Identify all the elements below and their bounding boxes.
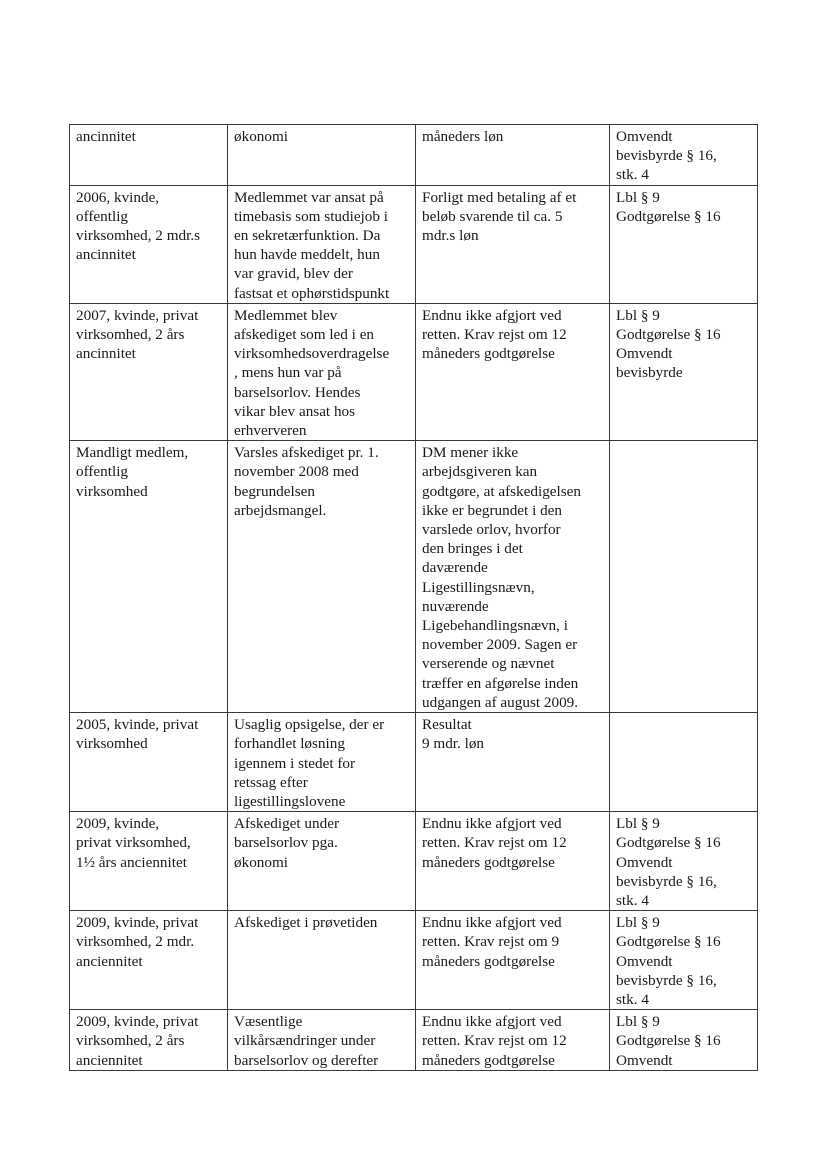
cell-text-line: Ligebehandlingsnævn, i [422, 617, 568, 635]
cell-text-line: bevisbyrde § 16, [616, 147, 717, 165]
cell-text-line: måneders godtgørelse [422, 952, 555, 970]
facts-cell [228, 125, 416, 186]
outcome-cell [416, 1010, 610, 1071]
cell-text-line: Omvendt [616, 952, 673, 970]
cell-text-line: daværende [422, 559, 488, 577]
cell-text-line: Omvendt [616, 345, 673, 363]
cell-text-line: Omvendt [616, 853, 673, 871]
cell-text-line: beløb svarende til ca. 5 [422, 207, 563, 225]
cell-text-line: ancinnitet [76, 246, 136, 264]
cell-text-line: arbejdsmangel. [234, 501, 327, 519]
cell-text-line: stk. 4 [616, 990, 649, 1008]
cell-text-line: mdr.s løn [422, 227, 479, 245]
cell-text-line: Lbl § 9 [616, 1013, 660, 1031]
table-row [70, 125, 758, 186]
case-cell [70, 911, 228, 1010]
cell-text-line: arbejdsgiveren kan [422, 463, 538, 481]
case-cell [70, 812, 228, 911]
table-row [70, 303, 758, 440]
cell-text-line: bevisbyrde § 16, [616, 971, 717, 989]
cell-text-line: ancinnitet [76, 345, 136, 363]
legal-basis-cell [610, 911, 758, 1010]
cell-text-line: Medlemmet var ansat på [234, 188, 384, 206]
facts-cell [228, 713, 416, 812]
cell-text-line: Lbl § 9 [616, 815, 660, 833]
outcome-cell [416, 911, 610, 1010]
cell-text-line: var gravid, blev der [234, 265, 353, 283]
cell-text-line: Forligt med betaling af et [422, 188, 577, 206]
outcome-cell [416, 303, 610, 440]
cell-text-line: ikke er begrundet i den [422, 501, 563, 519]
facts-cell [228, 303, 416, 440]
cell-text-line: retten. Krav rejst om 12 [422, 326, 567, 344]
cell-text-line: Resultat [422, 716, 472, 734]
cell-text-line: Omvendt [616, 128, 673, 145]
cell-text-line: 2009, kvinde, [76, 815, 160, 833]
cell-text-line: udgangen af august 2009. [422, 693, 579, 711]
cell-text-line: den bringes i det [422, 540, 523, 558]
case-cell [70, 303, 228, 440]
legal-basis-cell [610, 441, 758, 713]
legal-basis-cell [610, 303, 758, 440]
cases-table-body [70, 125, 758, 1071]
cell-text-line: Godtgørelse § 16 [616, 1032, 721, 1050]
cell-text-line: retten. Krav rejst om 12 [422, 834, 567, 852]
cases-table [69, 124, 758, 1071]
cell-text-line: stk. 4 [616, 166, 649, 184]
table-row [70, 441, 758, 713]
cell-text-line: virksomhedsoverdragelse [234, 345, 390, 363]
cell-text-line: måneders løn [422, 128, 504, 145]
legal-basis-cell [610, 125, 758, 186]
cell-text-line: Omvendt [616, 1051, 673, 1069]
cell-text-line: hun havde meddelt, hun [234, 246, 380, 264]
cell-text-line: vikar blev ansat hos [234, 402, 356, 420]
legal-basis-cell [610, 713, 758, 812]
cell-text-line: begrundelsen [234, 482, 315, 500]
cell-text-line: bevisbyrde § 16, [616, 872, 717, 890]
cell-text-line: Lbl § 9 [616, 188, 660, 206]
cell-text-line: Lbl § 9 [616, 306, 660, 324]
cell-text-line: virksomhed, 2 mdr.s [76, 227, 201, 245]
table-row [70, 185, 758, 303]
cell-text-line: DM mener ikke [422, 444, 519, 462]
cell-text-line: vilkårsændringer under [234, 1032, 376, 1050]
cell-text-line: Afskediget i prøvetiden [234, 914, 378, 932]
cell-text-line: Afskediget under [234, 815, 340, 833]
outcome-cell [416, 185, 610, 303]
cell-text-line: offentlig [76, 207, 129, 225]
cell-text-line: Godtgørelse § 16 [616, 933, 721, 951]
cell-text-line: Usaglig opsigelse, der er [234, 716, 385, 734]
cell-text-line: Endnu ikke afgjort ved [422, 914, 562, 932]
cell-text-line: november 2009. Sagen er [422, 636, 578, 654]
cell-text-line: godtgøre, at afskedigelsen [422, 482, 581, 500]
cell-text-line: 2009, kvinde, privat [76, 1013, 199, 1031]
cell-text-line: retssag efter [234, 773, 308, 791]
cell-text-line: måneders godtgørelse [422, 1051, 555, 1069]
cell-text-line: Mandligt medlem, [76, 444, 189, 462]
outcome-cell [416, 125, 610, 186]
cell-text-line: timebasis som studiejob i [234, 207, 388, 225]
cell-text-line: barselsorlov. Hendes [234, 383, 361, 401]
cell-text-line: 9 mdr. løn [422, 735, 485, 753]
cell-text-line: Varsles afskediget pr. 1. [234, 444, 379, 462]
cell-text-line: økonomi [234, 853, 289, 871]
cell-text-line: Godtgørelse § 16 [616, 834, 721, 852]
cell-text-line: Endnu ikke afgjort ved [422, 1013, 562, 1031]
case-cell [70, 1010, 228, 1071]
cell-text-line: retten. Krav rejst om 12 [422, 1032, 567, 1050]
cell-text-line: privat virksomhed, [76, 834, 191, 852]
facts-cell [228, 911, 416, 1010]
legal-basis-cell [610, 185, 758, 303]
cell-text-line: fastsat et ophørstidspunkt [234, 284, 390, 302]
cell-text-line: Endnu ikke afgjort ved [422, 815, 562, 833]
cell-text-line: en sekretærfunktion. Da [234, 227, 381, 245]
table-row [70, 911, 758, 1010]
cell-text-line: virksomhed, 2 års [76, 1032, 185, 1050]
table-row [70, 713, 758, 812]
cell-text-line: november 2008 med [234, 463, 359, 481]
cell-text-line: Lbl § 9 [616, 914, 660, 932]
cell-text-line: 2009, kvinde, privat [76, 914, 199, 932]
cell-text-line: barselsorlov og derefter [234, 1051, 379, 1069]
cell-text-line: ligestillingslovene [234, 792, 346, 810]
cell-text-line: virksomhed [76, 735, 148, 753]
outcome-cell [416, 713, 610, 812]
cell-text-line: igennem i stedet for [234, 754, 356, 772]
legal-basis-cell [610, 812, 758, 911]
cell-text-line: måneders godtgørelse [422, 853, 555, 871]
cell-text-line: træffer en afgørelse inden [422, 674, 579, 692]
cell-text-line: nuværende [422, 597, 489, 615]
facts-cell [228, 812, 416, 911]
cell-text-line: virksomhed [76, 482, 148, 500]
cell-text-line: virksomhed, 2 års [76, 326, 185, 344]
table-row [70, 812, 758, 911]
cell-text-line: stk. 4 [616, 891, 649, 909]
cell-text-line: verserende og nævnet [422, 655, 555, 673]
outcome-cell [416, 441, 610, 713]
facts-cell [228, 1010, 416, 1071]
outcome-cell [416, 812, 610, 911]
table-row [70, 1010, 758, 1071]
cell-text-line: 1½ års anciennitet [76, 853, 187, 871]
cell-text-line: ancinnitet [76, 128, 136, 145]
cell-text-line: erhververen [234, 422, 307, 440]
cell-text-line: Godtgørelse § 16 [616, 326, 721, 344]
cell-text-line: økonomi [234, 128, 289, 145]
cell-text-line: , mens hun var på [234, 364, 342, 382]
case-cell [70, 441, 228, 713]
cell-text-line: Godtgørelse § 16 [616, 207, 721, 225]
cell-text-line: Ligestillingsnævn, [422, 578, 535, 596]
cell-text-line: Væsentlige [234, 1013, 303, 1031]
cell-text-line: offentlig [76, 463, 129, 481]
legal-basis-cell [610, 1010, 758, 1071]
cell-text-line: afskediget som led i en [234, 326, 375, 344]
cell-text-line: 2005, kvinde, privat [76, 716, 199, 734]
cell-text-line: virksomhed, 2 mdr. [76, 933, 195, 951]
case-cell [70, 185, 228, 303]
facts-cell [228, 441, 416, 713]
cell-text-line: 2006, kvinde, [76, 188, 160, 206]
case-cell [70, 125, 228, 186]
cell-text-line: bevisbyrde [616, 364, 683, 382]
cell-text-line: retten. Krav rejst om 9 [422, 933, 560, 951]
cell-text-line: forhandlet løsning [234, 735, 345, 753]
case-cell [70, 713, 228, 812]
cell-text-line: måneders godtgørelse [422, 345, 555, 363]
cell-text-line: anciennitet [76, 1051, 143, 1069]
cell-text-line: Medlemmet blev [234, 306, 338, 324]
cell-text-line: Endnu ikke afgjort ved [422, 306, 562, 324]
cell-text-line: varslede orlov, hvorfor [422, 521, 561, 539]
cell-text-line: barselsorlov pga. [234, 834, 338, 852]
cell-text-line: anciennitet [76, 952, 143, 970]
facts-cell [228, 185, 416, 303]
cell-text-line: 2007, kvinde, privat [76, 306, 199, 324]
